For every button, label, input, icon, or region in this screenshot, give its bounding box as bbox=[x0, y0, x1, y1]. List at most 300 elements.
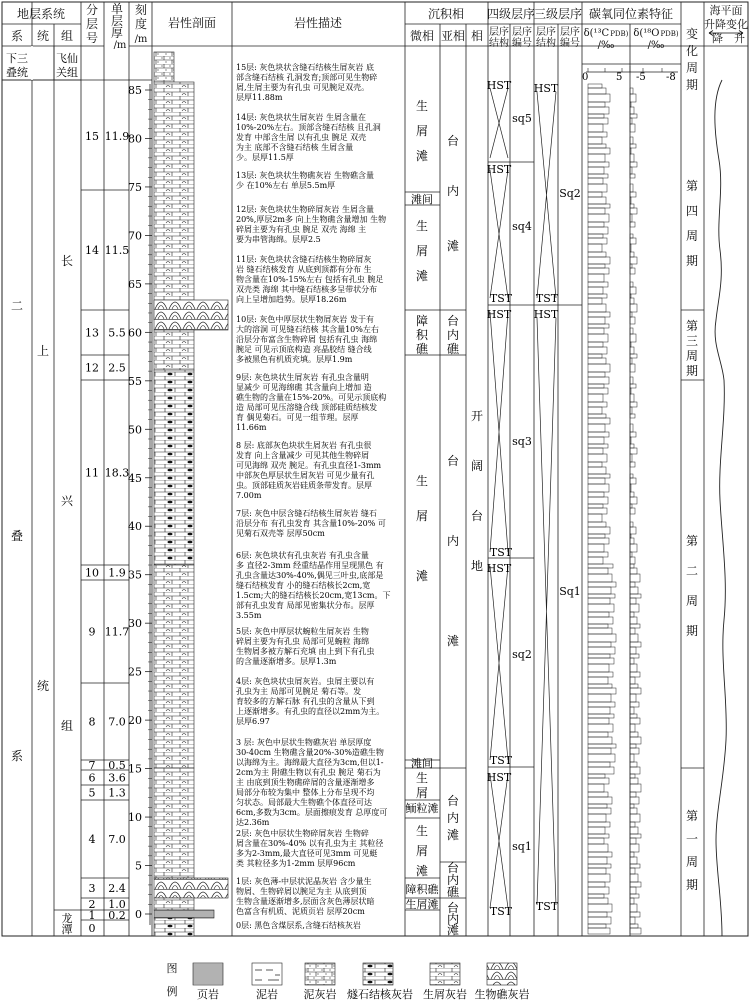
facies-taineitan-d-2: 内 bbox=[446, 912, 460, 926]
description-line: 沿层分布富含生物碎屑 包括有孔虫 海绵 bbox=[236, 335, 378, 344]
delta-c-step bbox=[588, 928, 610, 934]
header-layer-no-3: 号 bbox=[85, 31, 99, 45]
seq4-hst-1: HST bbox=[486, 771, 512, 784]
description-line: 多 直径2-3mm 经重结晶作用呈现黑色 有 bbox=[236, 561, 384, 570]
legend-title-2: 例 bbox=[166, 985, 178, 998]
layer-thickness: 5.5 bbox=[108, 326, 126, 340]
delta-o-step bbox=[630, 672, 640, 677]
delta-c-step bbox=[588, 838, 604, 844]
upper-series-2: 统 bbox=[36, 679, 50, 693]
delta-o-step bbox=[630, 114, 637, 118]
delta-o-step bbox=[630, 538, 634, 544]
delta-c-step bbox=[588, 312, 610, 317]
seq4-sq5: sq5 bbox=[512, 112, 532, 125]
delta-o-step bbox=[630, 492, 634, 497]
header-system: 系 bbox=[10, 29, 24, 43]
layer-number: 4 bbox=[88, 833, 96, 846]
cycle-1-1: 第 bbox=[685, 809, 699, 823]
description-line: 达2.36m bbox=[236, 818, 270, 827]
description-line: 中部灰色厚层状生屑灰岩 可见少量有孔 bbox=[236, 471, 375, 480]
cycle-3-4: 期 bbox=[685, 364, 699, 378]
delta-c-step bbox=[588, 642, 611, 647]
delta-c-step bbox=[588, 358, 606, 364]
delta-c-step bbox=[588, 324, 609, 328]
header-4-num-1: 层序 bbox=[512, 27, 532, 38]
delta-o-step bbox=[630, 928, 641, 934]
header-cycle-2: 化 bbox=[685, 44, 699, 58]
delta-c-step bbox=[588, 402, 607, 407]
description-line: 30-40cm 生物礁含量20%-30%造礁生物 bbox=[236, 748, 384, 757]
delta-o-step bbox=[630, 744, 636, 748]
delta-c-step bbox=[588, 748, 611, 754]
delta-o-step bbox=[630, 527, 636, 534]
delta-o-step bbox=[630, 474, 633, 478]
facies-taineitan-b-1: 台 bbox=[446, 454, 460, 468]
legend-title-1: 图 bbox=[166, 962, 178, 975]
cycle-3-3: 周 bbox=[685, 349, 699, 363]
cycle-1-4: 期 bbox=[685, 878, 699, 892]
delta-c-step bbox=[588, 418, 610, 424]
delta-o-step bbox=[630, 94, 636, 102]
delta-o-step bbox=[630, 724, 635, 732]
facies-bianlitan: 鲕粒滩 bbox=[405, 802, 439, 815]
layer-thickness: 7.0 bbox=[108, 833, 126, 846]
description-line: 造 局部可见压溶缝合线 顶部硅质结核发 bbox=[236, 403, 378, 412]
facies-taineijiao-3: 礁 bbox=[446, 342, 460, 356]
description-line: 4层: 灰色块状虫屑灰岩。虫屑主要以有 bbox=[236, 677, 375, 686]
delta-c-step bbox=[588, 852, 612, 857]
header-stratigraphic-system: 地层系统 bbox=[16, 7, 66, 21]
description-line: 9层: 灰色块状生屑灰岩 有孔虫含量明 bbox=[236, 373, 369, 382]
delta-o-step bbox=[630, 714, 637, 718]
scale-tick-0: 0 bbox=[135, 908, 142, 921]
facies-taineitan-c-2: 内 bbox=[446, 811, 460, 825]
delta-c-step bbox=[588, 924, 606, 928]
delta-c-step bbox=[588, 462, 602, 467]
facies-kaikuotaidi-3: 台 bbox=[470, 509, 484, 523]
description-line: 3.55m bbox=[236, 611, 262, 620]
delta-o-step bbox=[630, 222, 635, 227]
header-4-struct-1: 层序 bbox=[489, 27, 509, 38]
longtan-2: 潭 bbox=[61, 923, 73, 936]
cycle-4-4: 期 bbox=[685, 254, 699, 268]
scale-tick-45: 45 bbox=[128, 471, 142, 485]
facies-taineitan-a-1: 台 bbox=[446, 134, 460, 148]
delta-c-step bbox=[588, 574, 612, 582]
delta-c-step bbox=[588, 282, 608, 287]
delta-c-step bbox=[588, 257, 610, 264]
header-layer-no-1: 分 bbox=[85, 3, 99, 17]
facies-taineijiao-1: 台 bbox=[446, 314, 460, 328]
facies-shengxutan-d-1: 生 bbox=[415, 771, 429, 785]
layer-number: 8 bbox=[88, 715, 96, 729]
cycle-4-2: 四 bbox=[685, 204, 699, 218]
facies-shengxutan-a-2: 屑 bbox=[415, 124, 429, 138]
litho-layer-15-14 bbox=[154, 82, 194, 320]
description-line: 色富含有机质、泥质页岩 层厚20cm bbox=[236, 907, 365, 916]
delta-c-step bbox=[588, 672, 613, 677]
description-line: 见菊石双壳等 层厚50cm bbox=[236, 529, 325, 538]
header-isotope: 碳氧同位素特征 bbox=[588, 7, 674, 21]
delta-o-step bbox=[630, 808, 637, 814]
description-line: 匀状态。局部最大生物礁个体直径可达 bbox=[236, 798, 372, 807]
layer-number: 15 bbox=[85, 130, 99, 143]
delta-c-step bbox=[588, 118, 608, 124]
description-line: 为主 底部不含缝石结核 生屑含量 bbox=[236, 143, 354, 152]
facies-shengxutan-e-3: 滩 bbox=[415, 864, 429, 878]
facies-shengxutan-e-2: 屑 bbox=[415, 844, 429, 858]
facies-taineijiao-b-2: 内 bbox=[446, 873, 460, 887]
delta-o-step bbox=[630, 347, 634, 354]
delta-c-step bbox=[588, 864, 611, 868]
delta-c-step bbox=[588, 762, 610, 767]
delta-c-step bbox=[588, 107, 609, 114]
scale-tick-10: 10 bbox=[128, 811, 142, 825]
description-line: 13层: 灰色块状生物礁灰岩 生物礁含量 bbox=[236, 171, 374, 180]
header-third-order: 三级层序 bbox=[533, 7, 583, 21]
litho-layer-1 bbox=[154, 910, 214, 918]
delta-c-step bbox=[588, 394, 603, 402]
header-4-num-2: 编号 bbox=[512, 38, 532, 49]
iso-tick-5: 5 bbox=[616, 72, 623, 83]
delta-c-step bbox=[588, 437, 604, 444]
seq3-sq2: Sq2 bbox=[559, 187, 581, 200]
delta-o-step bbox=[630, 684, 638, 688]
delta-c-step bbox=[588, 508, 607, 514]
iso-tick-neg8: -8 bbox=[666, 72, 676, 83]
delta-c-step bbox=[588, 274, 604, 282]
description-line: 虫。顶部硅质灰岩硅质条带发育。层厚 bbox=[236, 481, 372, 490]
description-line: 发育 中部含生屑 以有孔虫 腕足 双壳 bbox=[236, 133, 367, 142]
description-line: 部含缝石结核 孔洞发育;顶部可见生物碎 bbox=[236, 73, 378, 82]
delta-c-step bbox=[588, 178, 603, 184]
delta-o-step bbox=[630, 912, 640, 917]
cycle-2-4: 期 bbox=[685, 624, 699, 638]
delta-c-step bbox=[588, 474, 610, 478]
litho-layer-0 bbox=[154, 918, 194, 936]
delta-o-step bbox=[630, 797, 639, 804]
header-lithologic-description: 岩性描述 bbox=[293, 16, 343, 30]
delta-c-step bbox=[588, 617, 613, 624]
layer-number: 11 bbox=[85, 466, 99, 480]
legend-marl-label: 泥灰岩 bbox=[303, 988, 337, 1001]
delta-c-step bbox=[588, 917, 611, 924]
description-line: 生物屑多被方解石充填 由上到下有孔虫 bbox=[236, 647, 375, 656]
facies-kaikuotaidi-1: 开 bbox=[470, 409, 484, 423]
delta-c-step bbox=[588, 414, 606, 418]
description-line: 1层: 灰色薄-中层状泥晶灰岩 含少量生 bbox=[236, 877, 372, 886]
delta-c-step bbox=[588, 268, 609, 274]
delta-c-step bbox=[588, 88, 606, 94]
description-line: 10%-20%左右。顶部含缝石结核 且孔洞 bbox=[236, 123, 381, 132]
layer-number: 2 bbox=[88, 898, 96, 911]
facies-shengxutan-a-3: 滩 bbox=[415, 149, 429, 163]
delta-c-step bbox=[588, 102, 605, 107]
delta-c-step bbox=[588, 797, 612, 804]
delta-o-step bbox=[630, 822, 635, 827]
delta-c-step bbox=[588, 744, 616, 748]
litho-layer-12 bbox=[154, 330, 194, 370]
delta-o-step bbox=[630, 857, 637, 864]
header-scale-3: /m bbox=[134, 34, 148, 45]
facies-taineitan-a-2: 内 bbox=[446, 184, 460, 198]
header-rise: 升 bbox=[734, 32, 745, 45]
seq4-tst-3: TST bbox=[489, 546, 513, 559]
upper-series-1: 上 bbox=[36, 344, 50, 358]
permian-3: 系 bbox=[10, 749, 24, 763]
delta-c-step bbox=[588, 347, 607, 354]
delta-c-step bbox=[588, 154, 605, 162]
delta-o-step bbox=[630, 174, 635, 178]
delta-c-step bbox=[588, 754, 615, 762]
delta-o-step bbox=[630, 462, 635, 467]
delta-c-step bbox=[588, 424, 605, 432]
header-cycle-3: 周 bbox=[685, 61, 699, 75]
delta-c-step bbox=[588, 714, 614, 718]
delta-o-step bbox=[630, 388, 631, 394]
layer-number: 13 bbox=[85, 326, 99, 340]
scale-tick-5: 5 bbox=[135, 859, 142, 873]
scale-tick-25: 25 bbox=[128, 665, 142, 679]
delta-c-step bbox=[588, 454, 607, 462]
header-scale-1: 刻 bbox=[134, 3, 148, 17]
delta-c-step bbox=[588, 784, 604, 792]
delta-o-step bbox=[630, 792, 636, 797]
lower-triassic-1: 下三 bbox=[6, 52, 28, 65]
delta-o-step bbox=[630, 102, 631, 107]
delta-c-step bbox=[588, 808, 611, 814]
litho-layer-2 bbox=[154, 898, 194, 910]
facies-zhangjijiao-row: 障积礁 bbox=[405, 883, 439, 896]
header-group: 组 bbox=[60, 29, 74, 43]
facies-taineijiao-b-1: 台 bbox=[446, 861, 460, 875]
delta-o-step bbox=[630, 748, 639, 754]
delta-o-step bbox=[630, 767, 640, 774]
description-line: 11.66m bbox=[236, 423, 267, 432]
delta-c-step bbox=[588, 587, 611, 594]
delta-c-step bbox=[588, 124, 603, 132]
delta-c-step bbox=[588, 174, 608, 178]
delta-c-step bbox=[588, 898, 608, 904]
legend-bioclastic-label: 生屑灰岩 bbox=[423, 988, 467, 1001]
layer-number: 1 bbox=[88, 909, 96, 922]
description-line: 少。层厚11.5厚 bbox=[236, 153, 294, 162]
description-line: 2层: 灰色中层状生物碎屑灰岩 生物碎 bbox=[236, 829, 369, 838]
delta-o-step bbox=[630, 754, 634, 762]
seq4-tst-1: TST bbox=[489, 905, 513, 918]
delta-c-step bbox=[588, 774, 605, 778]
litho-layer-7-4 bbox=[154, 768, 194, 878]
delta-o-step bbox=[630, 634, 638, 642]
delta-c-step bbox=[588, 84, 602, 88]
delta-o-step bbox=[630, 924, 638, 928]
description-line: 3 层: 灰色中层状生物礁灰岩 单层厚度 bbox=[236, 738, 372, 747]
delta-o-step bbox=[630, 658, 634, 664]
seq3-hst-1: HST bbox=[533, 308, 559, 321]
layer-number: 7 bbox=[88, 759, 96, 772]
delta-c-step bbox=[588, 534, 605, 538]
facies-shengxutan-e-1: 生 bbox=[415, 824, 429, 838]
description-line: 2cm为主 附礁生物以有孔虫 腕足 菊石为 bbox=[236, 768, 381, 777]
description-line: 0层: 黑色含煤层系,含缝石结核灰岩 bbox=[236, 921, 361, 930]
delta-o-step bbox=[630, 268, 635, 274]
scale-tick-30: 30 bbox=[128, 617, 142, 631]
description-line: 层厚6.97 bbox=[236, 717, 270, 726]
description-line: 生物含量逐渐增多,层面含灰色薄层状暗 bbox=[236, 897, 375, 906]
delta-o-step bbox=[630, 694, 636, 702]
legend-bioclastic-swatch bbox=[430, 963, 460, 985]
header-sea-level-1: 海平面 bbox=[709, 4, 743, 17]
layer-thickness: 3.6 bbox=[108, 771, 126, 785]
delta-o-step bbox=[630, 544, 637, 552]
delta-o-step bbox=[630, 594, 641, 598]
delta-o-step bbox=[630, 647, 636, 654]
delta-o-step bbox=[630, 894, 639, 898]
delta-o-step bbox=[630, 868, 635, 874]
layer-number: 3 bbox=[88, 882, 96, 895]
feixianguan-1: 飞仙 bbox=[56, 52, 78, 65]
delta-c-step bbox=[588, 208, 605, 214]
layer-thickness: 11.9 bbox=[104, 130, 130, 143]
delta-o-step bbox=[630, 107, 634, 114]
delta-o-step bbox=[630, 887, 636, 894]
delta-o-step bbox=[630, 144, 636, 148]
delta-o-step bbox=[630, 732, 638, 737]
delta-o-step bbox=[630, 414, 635, 418]
delta-o-step bbox=[630, 304, 637, 312]
delta-c-step bbox=[588, 497, 608, 504]
delta-o-step bbox=[630, 282, 633, 287]
delta-c-step bbox=[588, 887, 609, 894]
legend-shale-swatch bbox=[193, 963, 223, 985]
delta-o-step bbox=[630, 762, 637, 767]
description-line: 6层: 灰色块状有孔虫灰岩 有孔虫含量 bbox=[236, 551, 369, 560]
layer-thickness: 11.5 bbox=[104, 244, 130, 257]
delta-o-step bbox=[630, 838, 636, 844]
facies-shengxutan-row: 生屑滩 bbox=[405, 898, 439, 911]
delta-o-step bbox=[630, 137, 633, 144]
delta-c-step bbox=[588, 677, 608, 684]
delta-c-step bbox=[588, 377, 609, 384]
layer-number: 5 bbox=[88, 786, 96, 800]
description-line: 物含量在10%-15%左右 包括有孔虫 腕足 bbox=[236, 275, 384, 284]
delta-c-step bbox=[588, 484, 609, 492]
facies-shengxutan-b-1: 生 bbox=[415, 219, 429, 233]
delta-o-step bbox=[630, 874, 638, 882]
delta-o-step bbox=[630, 778, 638, 784]
description-line: 沿层分布 有孔虫发育 其含量10%-20% 可 bbox=[236, 519, 386, 528]
facies-tanjian-a: 滩间 bbox=[411, 193, 433, 206]
delta-o-step bbox=[630, 534, 631, 538]
delta-c-step bbox=[588, 737, 612, 744]
layer-thickness: 7.0 bbox=[108, 715, 126, 729]
delta-c-step bbox=[588, 664, 609, 672]
legend-marl-swatch bbox=[305, 963, 335, 985]
delta-c-step bbox=[588, 604, 614, 612]
delta-o-step bbox=[630, 484, 631, 492]
facies-shengxutan-b-3: 滩 bbox=[415, 269, 429, 283]
delta-o-step bbox=[630, 737, 641, 744]
delta-o-step bbox=[630, 162, 637, 167]
delta-c-step bbox=[588, 334, 608, 342]
description-line: 7层: 灰色中层含缝石结核生屑灰岩 缝石 bbox=[236, 509, 377, 518]
description-line: 腕足 可见示顶底构造 亮晶胶结 缝合线 bbox=[236, 345, 372, 354]
description-line: 主 由底到顶生物礁碎屑的含量逐渐增多 bbox=[236, 778, 375, 787]
delta-o-step bbox=[630, 252, 634, 257]
description-line: 20%,厚层2m多 向上生物礁含量增加 生物 bbox=[236, 215, 387, 224]
delta-o-step bbox=[630, 364, 635, 372]
description-line: 以海绵为主。海绵最大直径为3cm,但以1- bbox=[236, 758, 384, 767]
delta-c-step bbox=[588, 594, 615, 598]
header-fourth-order: 四级层序 bbox=[486, 7, 536, 21]
seq4-sq2: sq2 bbox=[512, 648, 532, 661]
delta-o-step bbox=[630, 804, 634, 808]
delta-o-step bbox=[630, 148, 631, 154]
description-line: 的含量逐渐增多。层厚1.3m bbox=[236, 657, 337, 666]
header-scale-2: 度 bbox=[134, 17, 148, 31]
delta-o-step bbox=[630, 827, 638, 834]
description-line: 屑含量在30%-40% 以有孔虫为主 其粒径 bbox=[236, 839, 384, 848]
facies-zhangjijiao-2: 积 bbox=[415, 328, 429, 342]
litho-layer-10-8 bbox=[154, 565, 194, 768]
scale-tick-60: 60 bbox=[128, 326, 142, 340]
legend-reef-swatch bbox=[487, 963, 517, 985]
cycle-3-2: 三 bbox=[685, 334, 699, 348]
delta-c-step bbox=[588, 654, 610, 658]
delta-c-step bbox=[588, 732, 608, 737]
litho-layer-13 bbox=[154, 300, 228, 330]
cycle-1-3: 周 bbox=[685, 855, 699, 869]
lower-triassic-2: 叠统 bbox=[6, 66, 28, 79]
delta-o-step bbox=[630, 478, 636, 484]
facies-zhangjijiao-1: 障 bbox=[415, 314, 429, 328]
seq4-hst-2: HST bbox=[486, 562, 512, 575]
delta-c-step bbox=[588, 492, 604, 497]
changxing-3: 组 bbox=[60, 719, 74, 733]
delta-c-profile bbox=[588, 84, 616, 934]
delta-o-step bbox=[630, 342, 631, 347]
header-cycle-1: 变 bbox=[685, 27, 699, 41]
delta-c-step bbox=[588, 238, 607, 244]
delta-o-step bbox=[630, 88, 633, 94]
facies-shengxutan-c-1: 生 bbox=[415, 474, 429, 488]
delta-c-step bbox=[588, 504, 603, 508]
layer-thickness: 1.0 bbox=[108, 898, 126, 911]
scale-tick-80: 80 bbox=[128, 132, 142, 146]
delta-c-step bbox=[588, 432, 609, 437]
legend-mudstone-label: 泥岩 bbox=[256, 988, 278, 1001]
delta-o-step bbox=[630, 244, 631, 252]
litho-layer-3 bbox=[154, 878, 228, 898]
delta-o-step bbox=[630, 664, 637, 672]
delta-c-step bbox=[588, 227, 608, 234]
delta-o-step bbox=[630, 522, 633, 527]
description-line: 局部分布较为集中 整体上分布呈现不均 bbox=[236, 788, 375, 797]
delta-o-step bbox=[630, 497, 637, 504]
delta-o-step bbox=[630, 424, 633, 432]
header-3-num-1: 层序 bbox=[560, 27, 580, 38]
scale-tick-15: 15 bbox=[128, 762, 142, 776]
delta-c-step bbox=[588, 192, 602, 197]
delta-o-step bbox=[630, 604, 639, 612]
description-line: 育较多的方解石脉 有孔虫的含量从下到 bbox=[236, 697, 375, 706]
sea-level-curve bbox=[715, 80, 726, 936]
delta-c-step bbox=[588, 522, 606, 527]
delta-c-step bbox=[588, 222, 604, 227]
layer-number: 10 bbox=[85, 566, 99, 580]
header-facies: 相 bbox=[470, 29, 484, 43]
delta-c-step bbox=[588, 294, 607, 298]
